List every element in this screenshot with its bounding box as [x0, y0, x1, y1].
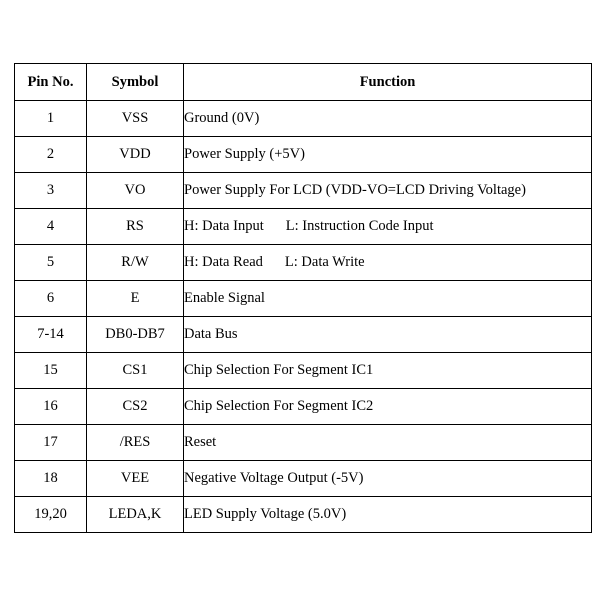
function-cell: Reset [184, 425, 592, 461]
symbol-cell: RS [87, 209, 184, 245]
symbol-cell: VEE [87, 461, 184, 497]
symbol-cell: DB0-DB7 [87, 317, 184, 353]
pin-cell: 18 [15, 461, 87, 497]
header-pin-no: Pin No. [15, 64, 87, 101]
table-row [15, 461, 592, 497]
table-row [15, 281, 592, 317]
pin-cell: 15 [15, 353, 87, 389]
symbol-cell: VDD [87, 137, 184, 173]
symbol-cell: R/W [87, 245, 184, 281]
header-row [15, 64, 592, 101]
pin-assignment-table [14, 63, 592, 533]
header-function: Function [184, 64, 592, 101]
function-cell: Power Supply (+5V) [184, 137, 592, 173]
function-high-text: H: Data Read [184, 254, 263, 271]
table-row [15, 497, 592, 533]
table-row [15, 209, 592, 245]
symbol-cell: CS1 [87, 353, 184, 389]
function-low-text: L: Data Write [284, 254, 365, 271]
function-cell: Chip Selection For Segment IC1 [184, 353, 592, 389]
function-cell: Ground (0V) [184, 101, 592, 137]
table-row [15, 101, 592, 137]
pin-cell: 6 [15, 281, 87, 317]
header-symbol: Symbol [87, 64, 184, 101]
pin-cell: 16 [15, 389, 87, 425]
pin-cell: 3 [15, 173, 87, 209]
table-row [15, 389, 592, 425]
table-row [15, 425, 592, 461]
function-high-text: H: Data Input [184, 218, 264, 235]
table-row [15, 137, 592, 173]
pin-cell: 19,20 [15, 497, 87, 533]
function-cell: Data Bus [184, 317, 592, 353]
pin-cell: 1 [15, 101, 87, 137]
function-cell [184, 209, 592, 245]
pin-cell: 5 [15, 245, 87, 281]
symbol-cell: VSS [87, 101, 184, 137]
table-row [15, 317, 592, 353]
function-cell [184, 245, 592, 281]
table-row [15, 353, 592, 389]
function-cell: Power Supply For LCD (VDD-VO=LCD Driving Voltage) [184, 173, 592, 209]
pin-cell: 7-14 [15, 317, 87, 353]
symbol-cell: VO [87, 173, 184, 209]
function-low-text: L: Instruction Code Input [285, 218, 434, 235]
symbol-cell: E [87, 281, 184, 317]
function-cell: Enable Signal [184, 281, 592, 317]
function-cell: Negative Voltage Output (-5V) [184, 461, 592, 497]
table-row [15, 173, 592, 209]
pin-cell: 17 [15, 425, 87, 461]
pin-cell: 4 [15, 209, 87, 245]
table-row [15, 245, 592, 281]
symbol-cell: /RES [87, 425, 184, 461]
symbol-cell: LEDA,K [87, 497, 184, 533]
pin-cell: 2 [15, 137, 87, 173]
function-cell: LED Supply Voltage (5.0V) [184, 497, 592, 533]
symbol-cell: CS2 [87, 389, 184, 425]
function-cell: Chip Selection For Segment IC2 [184, 389, 592, 425]
